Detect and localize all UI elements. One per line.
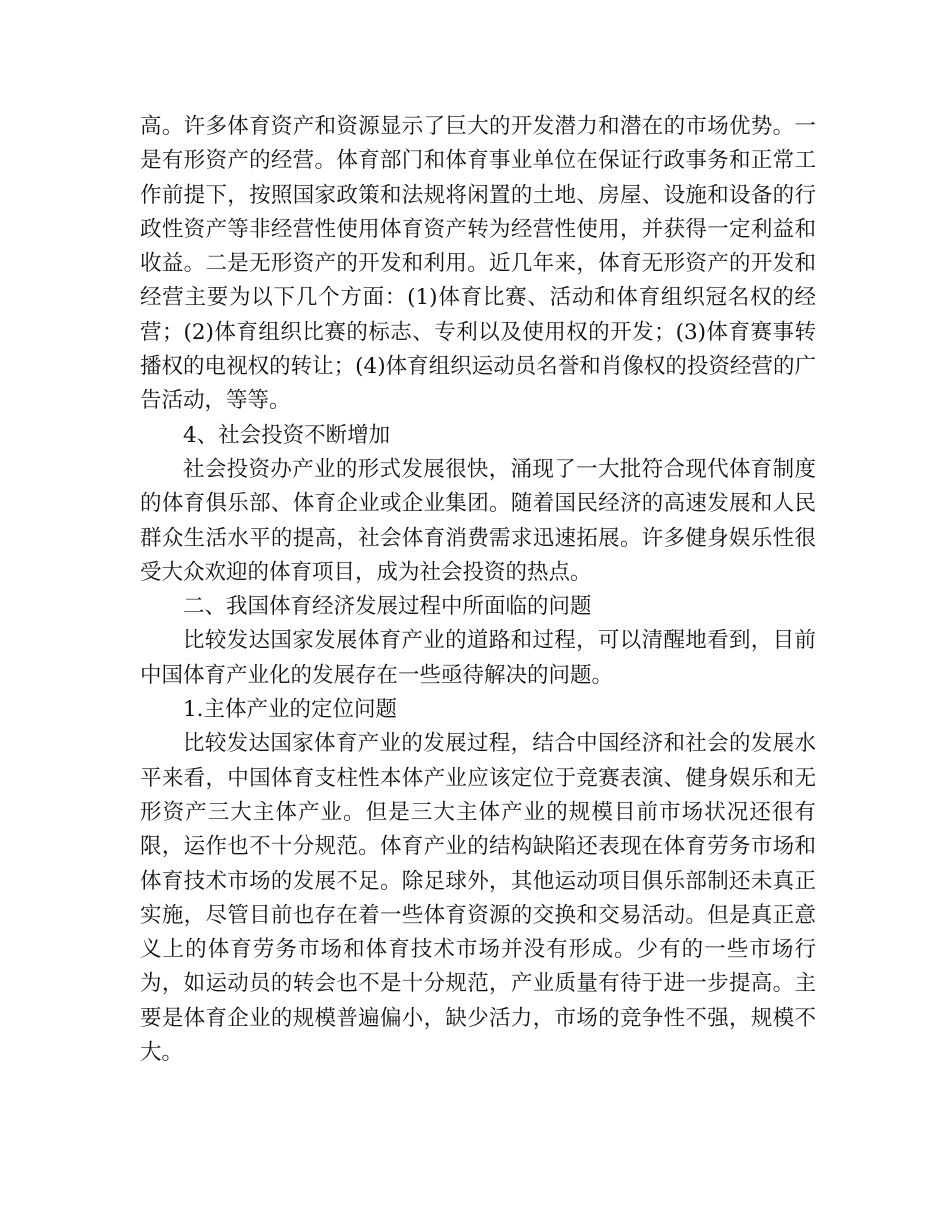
paragraph-social-investment: 社会投资办产业的形式发展很快，涌现了一大批符合现代体育制度的体育俱乐部、体育企业或企业集团。随着国民经济的高速发展和人民群众生活水平的提高，社会体育消费需求迅速拓展。许多健身娱乐性很受大众欢迎的体育项目，成为社会投资的热点。 [140,456,816,585]
section-heading-industry-positioning: 1.主体产业的定位问题 [183,697,398,723]
paragraph-problems-intro: 比较发达国家发展体育产业的道路和过程，可以清醒地看到，目前中国体育产业化的发展存在一些亟待解决的问题。 [140,628,816,688]
paragraph-industry-positioning: 比较发达国家体育产业的发展过程，结合中国经济和社会的发展水平来看，中国体育支柱性本体产业应该定位于竞赛表演、健身娱乐和无形资产三大主体产业。但是三大主体产业的规模目前市场状况还很有限，运作也不十分规范。体育产业的结构缺陷还表现在体育劳务市场和体育技术市场的发展不足。除足球外，其他运动项目俱乐部制还未真正实施，尽管目前也存在着一些体育资源的交换和交易活动。但是真正意义上的体育劳务市场和体育技术市场并没有形成。少有的一些市场行为，如运动员的转会也不是十分规范，产业质量有待于进一步提高。主要是体育企业的规模普遍偏小，缺少活力，市场的竞争性不强，规模不大。 [140,731,816,1066]
document-page [140,110,816,1070]
paragraph-intangible-assets: 高。许多体育资产和资源显示了巨大的开发潜力和潜在的市场优势。一是有形资产的经营。体育部门和体育事业单位在保证行政事务和正常工作前提下，按照国家政策和法规将闲置的土地、房屋、设施和设备的行政性资产等非经营性使用体育资产转为经营性使用，并获得一定利益和收益。二是无形资产的开发和利用。近几年来，体育无形资产的开发和经营主要为以下几个方面：(1)体育比赛、活动和体育组织冠名权的经营；(2)体育组织比赛的标志、专利以及使用权的开发；(3)体育赛事转播权的电视权的转让；(4)体育组织运动员名誉和肖像权的投资经营的广告活动，等等。 [140,114,816,414]
section-heading-problems: 二、我国体育经济发展过程中所面临的问题 [183,594,592,620]
section-heading-social-investment: 4、社会投资不断增加 [183,422,391,448]
